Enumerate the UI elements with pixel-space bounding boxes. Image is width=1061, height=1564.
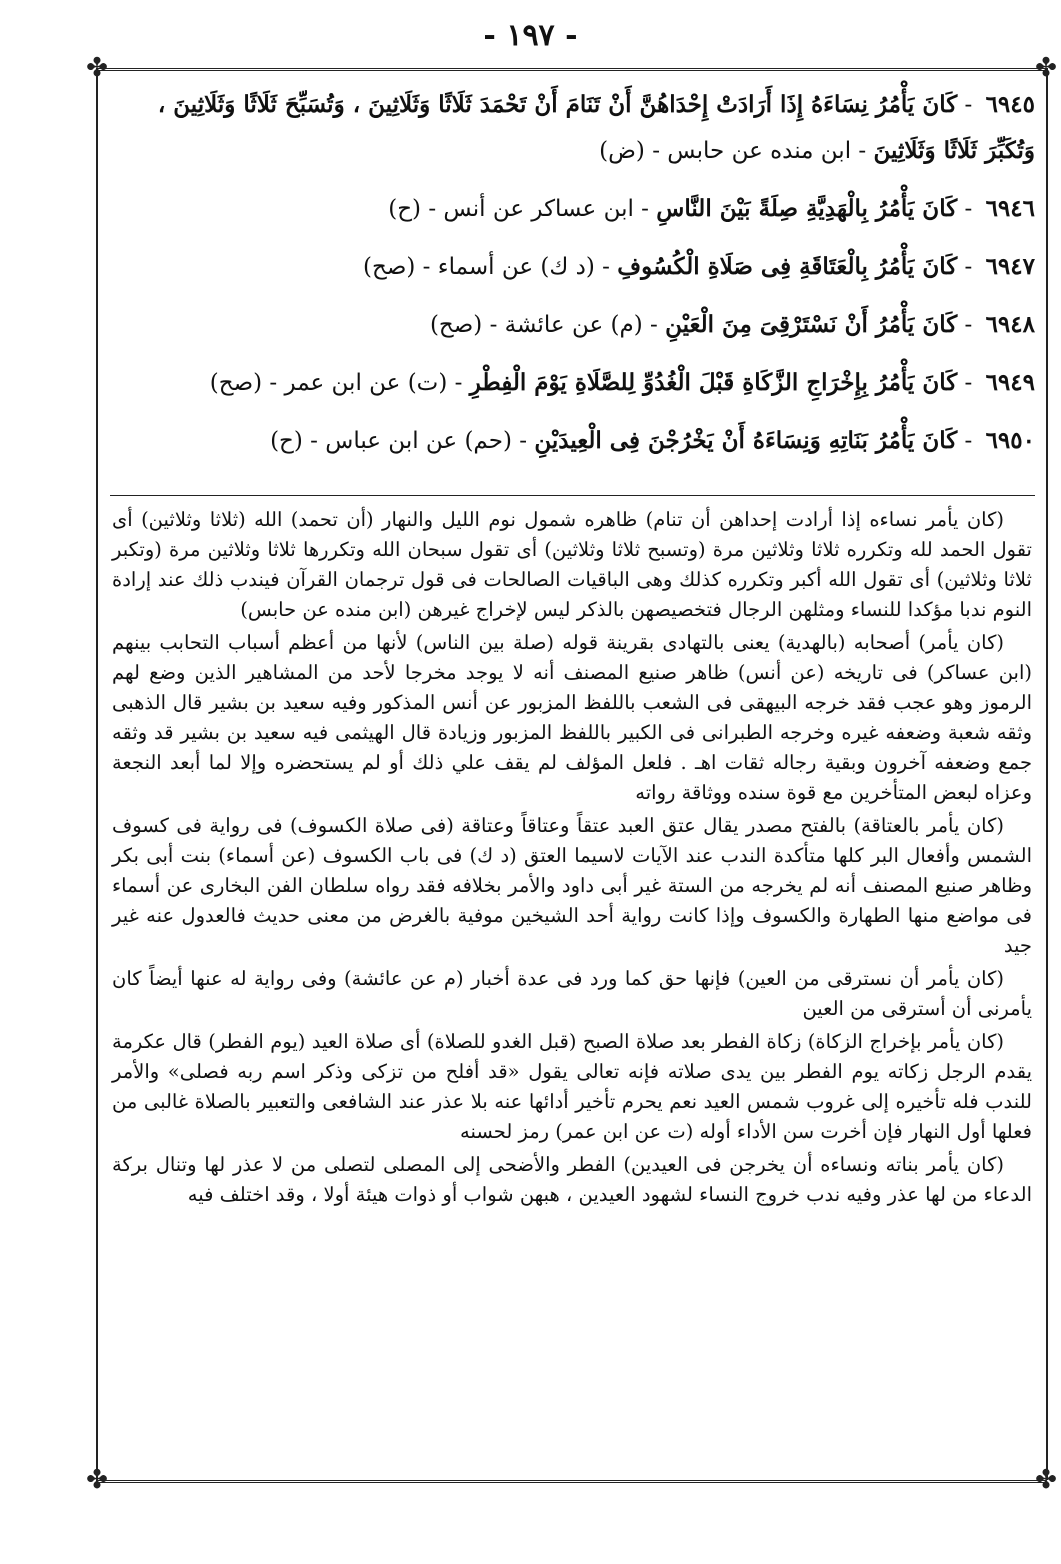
commentary-paragraph: (كان يأمر نساءه إذا أرادت إحداهن أن تنام) ظاهره شمول نوم الليل والنهار (أن تحمد) الله (ثلاثا وثلاثين) أى تقول الحمد لله وتكرره ثلاثا وثلاثين مرة (وتسبح ثلاثا وثلاثين) أى تقول سبحان الله وتكررها ثلاثا وثلاثين مرة (وتكبر ثلاثا وثلاثين) أى تقول الله أكبر وتكرره كذلك وهى الباقيات الصالحات فى قول ترجمان القرآن فيندب ذلك عند إرادة النوم ندبا مؤكدا للنساء ومثلهن الرجال فتخصيصهن بالذكر ليس لإخراج غيرهن (ابن منده عن حابس) xyxy=(112,508,1032,621)
hadith-source: (ت) عن ابن عمر - (صح) xyxy=(209,370,448,396)
hadith-source: ابن عساكر عن أنس - (ح) xyxy=(388,196,634,222)
hadith-entry: ٦٩٤٦ - كَانَ يَأْمُرُ بِالْهَدِيَّةِ صِلَةً بَيْنَ النَّاسِ - ابن عساكر عن أنس - (ح) xyxy=(388,195,1035,222)
hadith-entry: ٦٩٥٠ - كَانَ يَأْمُرُ بَنَاتِهِ وَنِسَاءَهُ أَنْ يَخْرُجْنَ فِى الْعِيدَيْنِ - (حم) عن ابن عباس - (ح) xyxy=(270,427,1035,454)
corner-ornament-icon: ✤ xyxy=(86,1465,108,1495)
commentary xyxy=(112,505,1032,1213)
hadith-number: ٦٩٤٦ xyxy=(985,195,1035,222)
hadith-entry: ٦٩٤٥ - كَانَ يَأْمُرُ نِسَاءَهُ إِذَا أَرَادَتْ إِحْدَاهُنَّ أَنْ تَنَامَ أَنْ تَحْمَدَ ثَلَاثًا وَثَلَاثِينَ ، وَتُسَبِّحَ ثَلَاثًا وَثَلَاثِينَ ، وَتُكَبِّرَ ثَلَاثًا وَثَلَاثِينَ - ابن منده عن حابس - (ض) xyxy=(157,91,1035,164)
hadith-text: كَانَ يَأْمُرُ بِإِخْرَاجِ الزَّكَاةِ قَبْلَ الْغُدُوِّ لِلصَّلَاةِ يَوْمَ الْفِطْرِ xyxy=(469,369,958,396)
right-border-rule xyxy=(1046,68,1048,1480)
hadith-number: ٦٩٤٧ xyxy=(985,253,1035,280)
hadith-text: كَانَ يَأْمُرُ بِالْهَدِيَّةِ صِلَةً بَيْنَ النَّاسِ xyxy=(656,195,958,222)
commentary-paragraph: (كان يأمر) أصحابه (بالهدية) يعنى بالتهادى بقرينة قوله (صلة بين الناس) لأنها من أعظم أسباب التحابب بينهم (ابن عساكر) فى تاريخه (عن أنس) ظاهر صنيع المصنف أنه لا يوجد مخرجا لأحد من المشاهير الذين وضع لهم الرموز وهو عجب فقد خرجه البيهقى فى الشعب باللفظ المزبور عن أنس المذكور وفيه سعيد بن بشير قال الذهبى وثقه شعبة وضعفه غيره وخرجه الطبرانى فى الكبير باللفظ المزبور وزيادة قال الهيثمى فيه سعيد بن بشير قد وثقه جمع وضعفه آخرون وبقية رجاله ثقات اهـ . فلعل المؤلف لم يقف علي ذلك أو لم يستحضره وإلا لما أبعد النجعة وعزاه لبعض المتأخرين مع قوة سنده ووثاقة رواته xyxy=(112,631,1032,804)
hadith-number: ٦٩٤٥ xyxy=(985,91,1035,118)
corner-ornament-icon: ✤ xyxy=(86,53,108,83)
left-border-rule xyxy=(96,68,98,1480)
top-border-rule xyxy=(96,68,1046,71)
hadith-source: (حم) عن ابن عباس - (ح) xyxy=(270,428,512,454)
commentary-paragraph: (كان يأمر بإخراج الزكاة) زكاة الفطر بعد صلاة الصبح (قبل الغدو للصلاة) أى صلاة العيد (يوم الفطر) قال عكرمة يقدم الرجل زكاته يوم الفطر بين يدى صلاته فإنه تعالى يقول «قد أفلح من تزكى وذكر اسم ربه فصلى» والأمر للندب فله تأخيره إلى غروب شمس العيد نعم يحرم تأخير أدائها عنه بلا عذر عند الشافعى والتعبير بالصلاة غالبى من فعلها أول النهار فإن أخرت سن الأداء أوله (ت عن ابن عمر) رمز لحسنه xyxy=(112,1030,1032,1143)
hadith-text: كَانَ يَأْمُرُ أَنْ نَسْتَرْقِىَ مِنَ الْعَيْنِ xyxy=(665,311,958,338)
section-divider xyxy=(110,495,1035,496)
corner-ornament-icon: ✤ xyxy=(1035,53,1057,83)
corner-ornament-icon: ✤ xyxy=(1035,1465,1057,1495)
hadith-source: ابن منده عن حابس - (ض) xyxy=(599,138,852,164)
commentary-paragraph: (كان يأمر بناته ونساءه أن يخرجن فى العيدين) الفطر والأضحى إلى المصلى لتصلى من لا عذر لها وتنال بركة الدعاء من لها عذر وفيه ندب خروج النساء لشهود العيدين ، هبهن شواب أو ذوات هيئة أولا ، وقد اختلف فيه xyxy=(112,1153,1032,1206)
hadith-entry: ٦٩٤٨ - كَانَ يَأْمُرُ أَنْ نَسْتَرْقِىَ مِنَ الْعَيْنِ - (م) عن عائشة - (صح) xyxy=(429,311,1035,338)
hadith-number: ٦٩٤٨ xyxy=(985,311,1035,338)
bottom-border-rule xyxy=(96,1480,1046,1483)
commentary-paragraph: (كان يأمر بالعتاقة) بالفتح مصدر يقال عتق العبد عتقاً وعتاقاً وعتاقة (فى صلاة الكسوف) فى رواية فى كسوف الشمس وأفعال البر كلها متأكدة الندب عند الآيات لاسيما العتق (د ك) فى باب الكسوف (عن أسماء) بنت أبى بكر وظاهر صنيع المصنف أنه لم يخرجه من الستة غير أبى داود والأمر بخلافه فقد رواه سلطان الفن البخارى عن أسماء فى مواضع منها الطهارة والكسوف وإذا كانت رواية أحد الشيخين موفية بالغرض من معنى حديث فالعدول عنه غير جيد xyxy=(112,814,1032,957)
hadith-text: كَانَ يَأْمُرُ نِسَاءَهُ إِذَا أَرَادَتْ إِحْدَاهُنَّ أَنْ تَنَامَ أَنْ تَحْمَدَ ثَلَاثًا وَثَلَاثِينَ ، وَتُسَبِّحَ ثَلَاثًا وَثَلَاثِينَ ، وَتُكَبِّرَ ثَلَاثًا وَثَلَاثِينَ xyxy=(157,91,1035,164)
hadith-entry: ٦٩٤٩ - كَانَ يَأْمُرُ بِإِخْرَاجِ الزَّكَاةِ قَبْلَ الْغُدُوِّ لِلصَّلَاةِ يَوْمَ الْفِطْرِ - (ت) عن ابن عمر - (صح) xyxy=(209,369,1035,396)
hadith-source: (د ك) عن أسماء - (صح) xyxy=(363,254,595,280)
commentary-paragraph: (كان يأمر أن نسترقى من العين) فإنها حق كما ورد فى عدة أخبار (م عن عائشة) وفى رواية له عنها أيضاً كان يأمرنى أن أسترقى من العين xyxy=(112,967,1032,1020)
hadith-list xyxy=(110,82,1035,476)
hadith-number: ٦٩٥٠ xyxy=(985,427,1035,454)
hadith-text: كَانَ يَأْمُرُ بَنَاتِهِ وَنِسَاءَهُ أَنْ يَخْرُجْنَ فِى الْعِيدَيْنِ xyxy=(534,427,958,454)
hadith-number: ٦٩٤٩ xyxy=(985,369,1035,396)
hadith-text: كَانَ يَأْمُرُ بِالْعَتَاقَةِ فِى صَلَاةِ الْكُسُوفِ xyxy=(617,253,958,280)
hadith-source: (م) عن عائشة - (صح) xyxy=(429,312,643,338)
hadith-entry: ٦٩٤٧ - كَانَ يَأْمُرُ بِالْعَتَاقَةِ فِى صَلَاةِ الْكُسُوفِ - (د ك) عن أسماء - (صح) xyxy=(363,253,1035,280)
page-number: - ١٩٧ - xyxy=(483,18,578,53)
